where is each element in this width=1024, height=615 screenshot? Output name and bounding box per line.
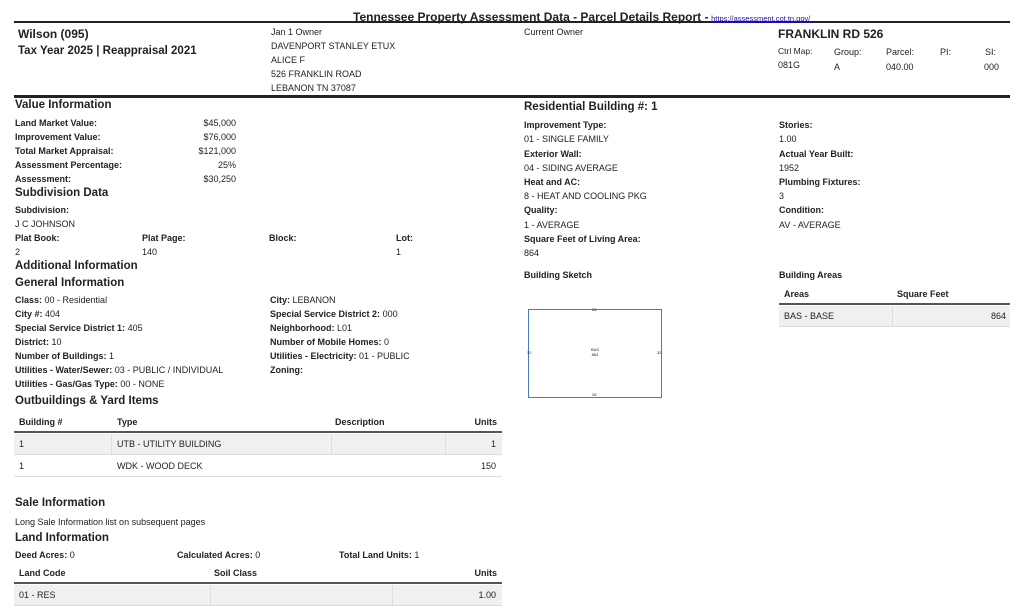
residential-title: Residential Building #: 1 (524, 101, 658, 113)
cell-building: 1 (19, 461, 25, 471)
general-field (15, 351, 114, 361)
lot-value: 1 (396, 247, 402, 257)
res-field-value: 3 (779, 191, 785, 201)
table-row (14, 456, 502, 477)
county-name: Wilson (095) (18, 27, 89, 41)
field-value: 000 (382, 309, 398, 319)
group-value: A (834, 62, 841, 72)
general-field (270, 365, 303, 375)
plat-page-label: Plat Page: (142, 233, 186, 243)
property-address: FRANKLIN RD 526 (778, 27, 884, 41)
additional-info-title: Additional Information (15, 260, 138, 272)
jan1-owner-label: Jan 1 Owner (271, 27, 323, 37)
col-header-land-code: Land Code (19, 568, 66, 578)
value-amount: 25% (217, 160, 236, 170)
res-field-value: 01 - SINGLE FAMILY (524, 134, 609, 144)
sketch-dim-bottom: 28 (592, 392, 597, 397)
si-value: 000 (984, 62, 1000, 72)
value-info-title: Value Information (15, 99, 112, 111)
cell-divider (445, 434, 446, 454)
general-field (270, 351, 410, 361)
col-header-areas: Areas (784, 289, 810, 299)
res-field-label: Plumbing Fixtures: (779, 177, 861, 187)
field-label: Number of Mobile Homes: (270, 337, 382, 347)
general-field (15, 365, 223, 375)
report-title-wrap (353, 10, 810, 24)
owner-line: 526 FRANKLIN ROAD (271, 69, 362, 79)
subdivision-title: Subdivision Data (15, 187, 109, 199)
report-link[interactable]: https://assessment.cot.tn.gov/ (711, 14, 811, 23)
group-label: Group: (834, 47, 862, 57)
ctrl-map-label: Ctrl Map: (778, 46, 813, 56)
res-field-value: 864 (524, 248, 540, 258)
owner-line: DAVENPORT STANLEY ETUX (271, 41, 396, 51)
table-header-rule (779, 303, 1010, 305)
ctrl-map-value: 081G (778, 60, 801, 70)
deed-acres-label: Deed Acres: (15, 550, 68, 560)
building-areas-label: Building Areas (779, 270, 843, 280)
table-row (14, 434, 502, 455)
value-amount: $76,000 (203, 132, 236, 142)
field-label: Special Service District 1: (15, 323, 126, 333)
res-field-value: 1952 (779, 163, 800, 173)
table-row (779, 306, 1010, 327)
field-value: LEBANON (292, 295, 336, 305)
cell-divider (210, 585, 211, 605)
value-label: Improvement Value: (15, 132, 101, 142)
general-field (15, 309, 60, 319)
sketch-center-label: BAS 864 (591, 347, 600, 357)
field-label: Utilities - Electricity: (270, 351, 357, 361)
field-label: City #: (15, 309, 43, 319)
plat-page-value: 140 (142, 247, 158, 257)
col-header-square-feet: Square Feet (897, 289, 949, 299)
plat-book-label: Plat Book: (15, 233, 60, 243)
total-land-units (339, 550, 419, 560)
sketch-dim-top: 28 (592, 307, 597, 312)
value-label: Total Market Appraisal: (15, 146, 114, 156)
total-units-label: Total Land Units: (339, 550, 412, 560)
table-row (14, 585, 502, 606)
calc-acres-value: 0 (255, 550, 261, 560)
field-value: 404 (45, 309, 61, 319)
value-amount: $121,000 (198, 146, 236, 156)
col-header-building: Building # (19, 417, 63, 427)
field-value: L01 (337, 323, 353, 333)
res-field-value: 04 - SIDING AVERAGE (524, 163, 618, 173)
total-units-value: 1 (414, 550, 420, 560)
cell-units: 1 (490, 439, 496, 449)
general-info-title: General Information (15, 277, 125, 289)
cell-building: 1 (19, 439, 25, 449)
parcel-label: Parcel: (886, 47, 915, 57)
deed-acres (15, 550, 75, 560)
res-field-label: Square Feet of Living Area: (524, 234, 641, 244)
outbuildings-title: Outbuildings & Yard Items (15, 395, 159, 407)
res-field-label: Quality: (524, 205, 558, 215)
building-sketch-label: Building Sketch (524, 270, 593, 280)
subdivision-value: J C JOHNSON (15, 219, 76, 229)
col-header-soil-class: Soil Class (214, 568, 258, 578)
res-field-label: Heat and AC: (524, 177, 581, 187)
field-label: Neighborhood: (270, 323, 335, 333)
field-label: Utilities - Gas/Gas Type: (15, 379, 118, 389)
lot-label: Lot: (396, 233, 413, 243)
sale-info-note: Long Sale Information list on subsequent pages (15, 517, 206, 527)
field-label: City: (270, 295, 290, 305)
res-field-value: 1.00 (779, 134, 797, 144)
cell-type: UTB - UTILITY BUILDING (117, 439, 222, 449)
cell-area-name: BAS - BASE (784, 311, 835, 321)
tax-year: Tax Year 2025 | Reappraisal 2021 (18, 45, 197, 57)
field-label: Class: (15, 295, 43, 305)
table-header-rule (14, 582, 502, 584)
report-title: Tennessee Property Assessment Data - Parcel Details Report - (353, 10, 709, 24)
res-field-label: Actual Year Built: (779, 149, 854, 159)
value-amount: $30,250 (203, 174, 236, 184)
general-field (15, 323, 143, 333)
general-field (15, 379, 164, 389)
calc-acres-label: Calculated Acres: (177, 550, 253, 560)
sketch-dim-right: 32 (657, 350, 662, 355)
field-value: 10 (51, 337, 62, 347)
general-field (270, 309, 398, 319)
land-info-title: Land Information (15, 532, 109, 544)
field-label: Number of Buildings: (15, 351, 107, 361)
subdivision-label: Subdivision: (15, 205, 69, 215)
field-label: Utilities - Water/Sewer: (15, 365, 113, 375)
building-sketch (528, 309, 662, 398)
block-label: Block: (269, 233, 297, 243)
res-field-label: Stories: (779, 120, 813, 130)
sketch-dim-left: 32 (527, 350, 532, 355)
cell-area-sqft: 864 (990, 311, 1006, 321)
field-label: Zoning: (270, 365, 303, 375)
general-field (270, 295, 336, 305)
cell-units: 150 (480, 461, 496, 471)
field-value: 0 (384, 337, 390, 347)
res-field-label: Condition: (779, 205, 824, 215)
value-label: Land Market Value: (15, 118, 98, 128)
owner-line: LEBANON TN 37087 (271, 83, 356, 93)
field-value: 00 - Residential (44, 295, 108, 305)
current-owner-label: Current Owner (524, 27, 584, 37)
pi-label: PI: (940, 47, 952, 57)
cell-type: WDK - WOOD DECK (117, 461, 203, 471)
col-header-type: Type (117, 417, 138, 427)
plat-book-value: 2 (15, 247, 21, 257)
field-value: 00 - NONE (120, 379, 165, 389)
res-field-value: 8 - HEAT AND COOLING PKG (524, 191, 647, 201)
general-field (15, 295, 107, 305)
field-value: 03 - PUBLIC / INDIVIDUAL (114, 365, 224, 375)
col-header-units: Units (474, 417, 497, 427)
general-field (15, 337, 62, 347)
calculated-acres (177, 550, 260, 560)
parcel-value: 040.00 (886, 62, 914, 72)
field-value: 405 (127, 323, 143, 333)
general-field (270, 323, 352, 333)
cell-divider (892, 306, 893, 326)
res-field-value: AV - AVERAGE (779, 220, 841, 230)
col-header-description: Description (335, 417, 385, 427)
cell-divider (331, 434, 332, 454)
cell-divider (111, 434, 112, 454)
col-header-land-units: Units (474, 568, 497, 578)
header-bottom-rule (14, 95, 1010, 98)
deed-acres-value: 0 (69, 550, 75, 560)
cell-land-units: 1.00 (478, 590, 496, 600)
res-field-label: Exterior Wall: (524, 149, 582, 159)
value-label: Assessment: (15, 174, 72, 184)
field-value: 01 - PUBLIC (359, 351, 410, 361)
si-label: SI: (985, 47, 997, 57)
field-value: 1 (109, 351, 115, 361)
cell-land-code: 01 - RES (19, 590, 56, 600)
res-field-label: Improvement Type: (524, 120, 607, 130)
res-field-value: 1 - AVERAGE (524, 220, 580, 230)
cell-divider (392, 585, 393, 605)
value-label: Assessment Percentage: (15, 160, 123, 170)
value-amount: $45,000 (203, 118, 236, 128)
field-label: District: (15, 337, 50, 347)
sale-info-title: Sale Information (15, 497, 106, 509)
field-label: Special Service District 2: (270, 309, 381, 319)
general-field (270, 337, 389, 347)
owner-line: ALICE F (271, 55, 306, 65)
table-header-rule (14, 431, 502, 433)
